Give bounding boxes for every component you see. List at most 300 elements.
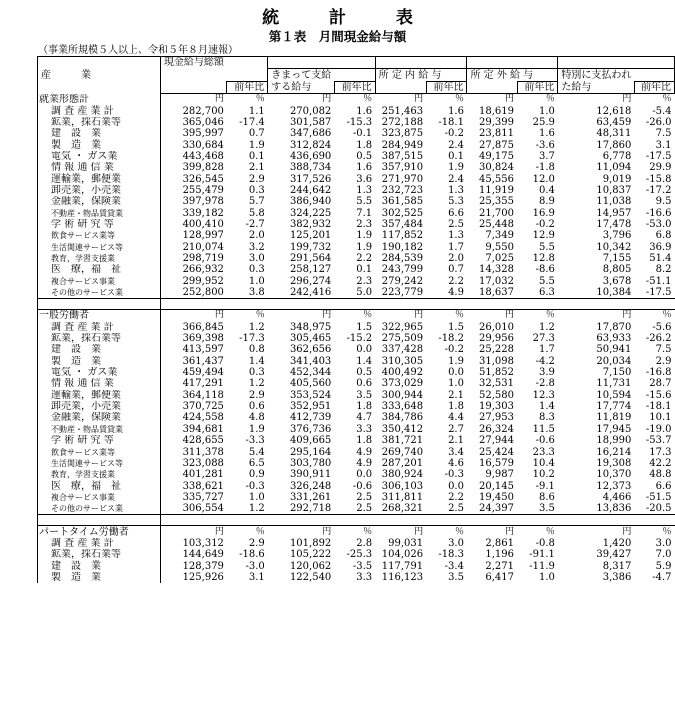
yoy-cell: -0.6 [352, 480, 373, 492]
yoy-cell: 2.9 [248, 537, 265, 549]
yoy-cell: 42.2 [649, 457, 672, 469]
yoy-cell: 9.5 [655, 196, 672, 208]
industry-label-pad [147, 322, 160, 333]
yoy-cell: 1.6 [356, 162, 373, 174]
amount-cell: 275,509 [381, 333, 424, 345]
section-title: パートタイム労働者 [38, 526, 148, 538]
amount-cell: 17,870 [596, 321, 632, 333]
yoy-cell: 1.0 [248, 491, 265, 503]
unit-yen: 円 [414, 94, 424, 105]
amount-cell: 11,038 [596, 196, 632, 208]
section-gap [160, 299, 674, 310]
header-yoy: 前年比 [634, 81, 674, 93]
industry-label-pad [147, 378, 160, 389]
yoy-cell: 4.9 [356, 457, 373, 469]
amount-cell: 1,420 [602, 537, 632, 549]
amount-cell: 4,466 [602, 491, 632, 503]
amount-cell: 27,875 [479, 139, 515, 151]
industry-label: 生活関連サービス等 [38, 242, 148, 253]
amount-cell: 39,427 [596, 549, 632, 561]
header-special-pad [634, 69, 674, 81]
header-total-pad [160, 69, 227, 81]
amount-cell: 323,088 [182, 457, 224, 469]
yoy-cell: -3.0 [245, 560, 265, 572]
yoy-cell: 1.2 [248, 321, 265, 333]
industry-label: 学 術 研 究 等 [38, 219, 148, 230]
yoy-cell: -91.1 [529, 549, 555, 561]
amount-cell: 300,944 [381, 389, 424, 401]
yoy-cell: 4.7 [356, 412, 373, 424]
amount-cell: 122,540 [289, 571, 332, 583]
amount-cell: 242,416 [268, 287, 335, 299]
yoy-cell: 4.4 [448, 412, 464, 424]
yoy-cell: -2.8 [535, 378, 555, 390]
amount-cell: 350,412 [381, 423, 424, 435]
industry-label-pad [147, 480, 160, 491]
yoy-cell: -9.1 [535, 480, 555, 492]
amount-cell: 99,031 [388, 537, 424, 549]
industry-label: 医 療，福 祉 [38, 264, 148, 275]
yoy-cell: 1.9 [448, 355, 464, 367]
table-row [38, 333, 675, 344]
amount-cell: 105,222 [289, 549, 332, 561]
amount-cell: 12,373 [596, 480, 632, 492]
yoy-cell: 51.4 [649, 253, 672, 265]
yoy-cell: 5.0 [334, 287, 375, 299]
industry-label-pad [147, 560, 160, 571]
amount-cell: 17,860 [596, 139, 632, 151]
industry-label-pad [147, 424, 160, 435]
industry-label-pad [147, 253, 160, 264]
industry-label: 教育，学習支援業 [38, 469, 148, 480]
header-within: 所 定 内 給 与 [375, 69, 467, 81]
amount-cell: 292,718 [268, 503, 335, 515]
unit-yen: 円 [375, 526, 426, 538]
amount-cell: 443,468 [182, 150, 224, 162]
amount-cell: 7,349 [485, 230, 515, 242]
yoy-cell: -3.4 [444, 560, 464, 572]
table-row [38, 424, 675, 435]
amount-cell: 17,478 [596, 218, 632, 230]
amount-cell: 353,524 [289, 389, 332, 401]
unit-yen: 円 [558, 526, 635, 538]
report-title: 統 計 表 [262, 8, 435, 28]
yoy-cell: 16.9 [532, 207, 555, 219]
yoy-cell: 0.8 [248, 344, 265, 356]
amount-cell: 128,997 [182, 230, 224, 242]
table-row [38, 162, 675, 173]
section-title-pad [147, 94, 160, 106]
amount-cell: 341,403 [289, 355, 332, 367]
yoy-cell: 5.5 [538, 241, 555, 253]
yoy-cell: 2.1 [248, 162, 265, 174]
amount-cell: 357,910 [381, 162, 424, 174]
amount-cell: 324,225 [289, 207, 332, 219]
industry-label-pad [147, 435, 160, 446]
amount-cell: 301,587 [289, 116, 332, 128]
yoy-cell: 1.4 [248, 355, 265, 367]
yoy-cell: 1.4 [538, 401, 555, 413]
amount-cell: 210,074 [182, 241, 224, 253]
amount-cell: 258,127 [289, 264, 332, 276]
amount-cell: 284,949 [381, 139, 424, 151]
amount-cell: 11,731 [596, 378, 632, 390]
amount-cell: 17,945 [596, 423, 632, 435]
table-row [38, 299, 675, 310]
industry-label: その他のサービス業 [38, 287, 148, 299]
amount-cell: 103,312 [182, 537, 224, 549]
amount-cell: 20,145 [479, 480, 515, 492]
yoy-cell: 7.5 [655, 128, 672, 140]
amount-cell: 27,953 [479, 412, 515, 424]
amount-cell: 381,721 [381, 435, 424, 447]
industry-label-pad [147, 151, 160, 162]
industry-label-pad [147, 446, 160, 457]
yoy-cell: 12.8 [532, 253, 555, 265]
amount-cell: 8,317 [602, 560, 632, 572]
yoy-cell: -0.2 [444, 344, 464, 356]
industry-label: 飲食サービス業等 [38, 446, 148, 457]
yoy-cell: -3.3 [245, 435, 265, 447]
yoy-cell: 3.0 [655, 537, 672, 549]
amount-cell: 291,564 [289, 253, 332, 265]
yoy-cell: 1.7 [538, 344, 555, 356]
yoy-cell: 4.6 [448, 457, 464, 469]
yoy-cell: 0.7 [448, 264, 464, 276]
yoy-cell: 11.5 [532, 423, 555, 435]
yoy-cell: 27.3 [532, 333, 555, 345]
table-row [38, 139, 675, 150]
table-row [38, 276, 675, 287]
table-row [38, 401, 675, 412]
yoy-cell: -18.1 [645, 401, 672, 413]
industry-label-pad [147, 469, 160, 480]
yoy-cell: -18.6 [239, 549, 265, 561]
unit-yen: 円 [268, 526, 335, 538]
yoy-cell: 1.2 [248, 378, 265, 390]
amount-cell: 9,550 [485, 241, 515, 253]
section-gap [38, 299, 161, 310]
yoy-cell: 3.7 [538, 150, 555, 162]
yoy-cell: 1.9 [356, 241, 373, 253]
yoy-cell: 1.8 [356, 401, 373, 413]
yoy-cell: 4.9 [426, 287, 467, 299]
amount-cell: 1,196 [485, 549, 515, 561]
unit-percent: ％ [634, 526, 674, 538]
header-scheduled-pad [334, 69, 375, 81]
yoy-cell: -1.8 [535, 162, 555, 174]
header-scheduled-pad [268, 57, 335, 69]
section-title-pad [147, 526, 160, 538]
industry-label-pad [147, 117, 160, 128]
table-row [38, 480, 675, 491]
table-row [38, 230, 675, 241]
industry-label: 建 設 業 [38, 560, 148, 571]
amount-cell: 7,150 [602, 367, 632, 379]
yoy-cell: 0.4 [538, 184, 555, 196]
yoy-cell: 1.3 [448, 230, 464, 242]
unit-percent: ％ [426, 310, 467, 322]
unit-percent: ％ [662, 94, 672, 105]
amount-cell: 305,465 [289, 333, 332, 345]
amount-cell: 16,579 [479, 457, 515, 469]
yoy-cell: -3.6 [535, 139, 555, 151]
unit-percent: ％ [227, 526, 268, 538]
header-yoy: 前年比 [227, 81, 268, 93]
industry-label: 医 療，福 祉 [38, 480, 148, 491]
industry-label: 教育，学習支援業 [38, 253, 148, 264]
yoy-cell: 3.1 [655, 139, 672, 151]
industry-label: 不動産・物品賃貸業 [38, 424, 148, 435]
yoy-cell: -0.8 [535, 537, 555, 549]
amount-cell: 19,308 [596, 457, 632, 469]
industry-label-pad [147, 230, 160, 241]
yoy-cell: 1.9 [248, 423, 265, 435]
amount-cell: 331,261 [289, 491, 332, 503]
yoy-cell: 2.2 [448, 491, 464, 503]
yoy-cell: 28.7 [649, 378, 672, 390]
amount-cell: 382,932 [289, 218, 332, 230]
industry-label: 金融業，保険業 [38, 412, 148, 423]
yoy-cell: 2.1 [448, 389, 464, 401]
yoy-cell: 1.9 [248, 139, 265, 151]
header-yoy: 前年比 [517, 81, 558, 93]
amount-cell: 387,515 [381, 150, 424, 162]
yoy-cell: 1.8 [356, 435, 373, 447]
table-row [38, 287, 675, 299]
industry-label-pad [147, 105, 160, 116]
unit-percent: ％ [426, 526, 467, 538]
industry-label: 製 造 業 [38, 356, 148, 367]
yoy-cell: 7.5 [655, 344, 672, 356]
yoy-cell: 7.0 [655, 549, 672, 561]
yoy-cell: -5.6 [652, 321, 672, 333]
yoy-cell: 36.9 [649, 241, 672, 253]
amount-cell: 322,965 [381, 321, 424, 333]
yoy-cell: 2.0 [448, 253, 464, 265]
yoy-cell: -17.5 [645, 150, 672, 162]
yoy-cell: 1.0 [538, 105, 555, 117]
amount-cell: 52,580 [479, 389, 515, 401]
yoy-cell: 17.3 [649, 446, 672, 458]
amount-cell: 12,618 [596, 105, 632, 117]
yoy-cell: -15.2 [346, 333, 373, 345]
amount-cell: 395,997 [182, 128, 224, 140]
amount-cell: 63,933 [596, 333, 632, 345]
amount-cell: 270,082 [289, 105, 332, 117]
industry-label: 建 設 業 [38, 128, 148, 139]
unit-percent: ％ [517, 310, 558, 322]
unit-yen: 円 [375, 310, 426, 322]
table-row [38, 412, 675, 423]
amount-cell: 417,291 [182, 378, 224, 390]
yoy-cell: 3.0 [248, 253, 265, 265]
table-row [38, 242, 675, 253]
amount-cell: 252,800 [160, 287, 227, 299]
amount-cell: 269,740 [381, 446, 424, 458]
table-row [38, 344, 675, 355]
industry-label-pad [147, 173, 160, 184]
header-total-pad [227, 69, 268, 81]
table-row [38, 207, 675, 218]
amount-cell: 306,554 [160, 503, 227, 515]
amount-cell: 401,281 [182, 469, 224, 481]
yoy-cell: 3.6 [356, 173, 373, 185]
amount-cell: 2,861 [485, 537, 515, 549]
amount-cell: 45,556 [479, 173, 515, 185]
table-row [38, 173, 675, 184]
amount-cell: 323,875 [381, 128, 424, 140]
amount-cell: 428,655 [182, 435, 224, 447]
amount-cell: 405,560 [289, 378, 332, 390]
industry-label-pad [147, 458, 160, 469]
header-scheduled-sub: する給与 [268, 81, 335, 93]
yoy-cell: 2.2 [448, 275, 464, 287]
amount-cell: 17,774 [596, 401, 632, 413]
amount-cell: 272,188 [381, 116, 424, 128]
amount-cell: 271,970 [381, 173, 424, 185]
yoy-cell: -53.7 [645, 435, 672, 447]
table-row [38, 151, 675, 162]
amount-cell: 51,852 [479, 367, 515, 379]
yoy-cell: 7.1 [356, 207, 373, 219]
amount-cell: 49,175 [479, 150, 515, 162]
industry-label-pad [147, 401, 160, 412]
amount-cell: 295,164 [289, 446, 332, 458]
table-row [38, 57, 675, 69]
yoy-cell: 1.9 [448, 162, 464, 174]
amount-cell: 3,678 [602, 275, 632, 287]
industry-label-pad [147, 276, 160, 287]
amount-cell: 279,242 [381, 275, 424, 287]
industry-label-pad [147, 572, 160, 583]
amount-cell: 117,791 [381, 560, 424, 572]
amount-cell: 268,321 [375, 503, 426, 515]
industry-label-pad [147, 549, 160, 560]
yoy-cell: 1.7 [448, 241, 464, 253]
table-row [38, 94, 675, 106]
header-outside-pad [517, 57, 558, 69]
yoy-cell: 2.5 [356, 491, 373, 503]
amount-cell: 232,723 [381, 184, 424, 196]
industry-label-pad [147, 219, 160, 230]
table-row [38, 572, 675, 583]
amount-cell: 452,344 [289, 367, 332, 379]
yoy-cell: 29.9 [649, 162, 672, 174]
amount-cell: 14,328 [479, 264, 515, 276]
yoy-cell: 5.4 [248, 446, 265, 458]
yoy-cell: -11.9 [529, 560, 555, 572]
yoy-cell: 5.5 [538, 275, 555, 287]
yoy-cell: 3.3 [356, 423, 373, 435]
yoy-cell: 3.5 [356, 389, 373, 401]
yoy-cell: 0.6 [248, 401, 265, 413]
header-scheduled-pad [334, 57, 375, 69]
amount-cell: 386,940 [289, 196, 332, 208]
unit-yen: 円 [467, 310, 517, 322]
amount-cell: 317,526 [289, 173, 332, 185]
industry-label: 飲食サービス業等 [38, 230, 148, 241]
amount-cell: 128,379 [182, 560, 224, 572]
amount-cell: 436,690 [289, 150, 332, 162]
amount-cell: 361,585 [381, 196, 424, 208]
yoy-cell: 2.4 [448, 173, 464, 185]
industry-label: 運輸業，郵便業 [38, 390, 148, 401]
yoy-cell: 0.3 [248, 264, 265, 276]
industry-label: 電気 ・ ガス業 [38, 367, 148, 378]
industry-label-pad [147, 538, 160, 549]
amount-cell: 400,492 [381, 367, 424, 379]
yoy-cell: 1.8 [448, 401, 464, 413]
amount-cell: 312,824 [289, 139, 332, 151]
header-yoy: 前年比 [334, 81, 375, 93]
amount-cell: 14,957 [596, 207, 632, 219]
header-within-pad [426, 57, 467, 69]
unit-percent: ％ [517, 526, 558, 538]
unit-yen: 円 [160, 310, 227, 322]
amount-cell: 352,951 [289, 401, 332, 413]
industry-label: 金融業，保険業 [38, 196, 148, 207]
yoy-cell: 6.3 [517, 287, 558, 299]
yoy-cell: 2.1 [448, 435, 464, 447]
industry-label-pad [147, 207, 160, 218]
yoy-cell: -17.2 [645, 184, 672, 196]
header-outside: 所 定 外 給 与 [467, 69, 558, 81]
yoy-cell: 8.3 [538, 412, 555, 424]
yoy-cell: 8.2 [655, 264, 672, 276]
yoy-cell: -17.3 [239, 333, 265, 345]
yoy-cell: -19.0 [645, 423, 672, 435]
amount-cell: 144,649 [182, 549, 224, 561]
yoy-cell: -0.2 [535, 218, 555, 230]
yoy-cell: -0.3 [245, 480, 265, 492]
amount-cell: 306,103 [381, 480, 424, 492]
industry-label: 電気 ・ ガス業 [38, 151, 148, 162]
table-row [38, 515, 675, 526]
yoy-cell: -4.7 [652, 571, 672, 583]
table-row [38, 219, 675, 230]
amount-cell: 255,479 [182, 184, 224, 196]
unit-yen: 円 [622, 94, 632, 105]
amount-cell: 17,032 [479, 275, 515, 287]
amount-cell: 116,123 [381, 571, 424, 583]
header-within-pad [375, 57, 426, 69]
yoy-cell: -0.6 [535, 435, 555, 447]
industry-label-pad [147, 492, 160, 503]
table-row [38, 435, 675, 446]
yoy-cell: 2.5 [426, 503, 467, 515]
industry-label: 卸売業，小売業 [38, 185, 148, 196]
yoy-cell: 8.6 [538, 491, 555, 503]
amount-cell: 370,725 [182, 401, 224, 413]
industry-label: 複合サービス事業 [38, 492, 148, 503]
amount-cell: 302,525 [381, 207, 424, 219]
yoy-cell: 1.0 [538, 571, 555, 583]
yoy-cell: 48.8 [649, 469, 672, 481]
amount-cell: 335,727 [182, 491, 224, 503]
table-row [38, 117, 675, 128]
amount-cell: 424,558 [182, 412, 224, 424]
yoy-cell: -15.8 [645, 173, 672, 185]
yoy-cell: 0.9 [248, 469, 265, 481]
yoy-cell: -4.2 [535, 355, 555, 367]
amount-cell: 11,919 [479, 184, 515, 196]
amount-cell: 380,924 [381, 469, 424, 481]
amount-cell: 384,786 [381, 412, 424, 424]
yoy-cell: 6.6 [448, 207, 464, 219]
amount-cell: 19,450 [479, 491, 515, 503]
amount-cell: 361,437 [182, 355, 224, 367]
